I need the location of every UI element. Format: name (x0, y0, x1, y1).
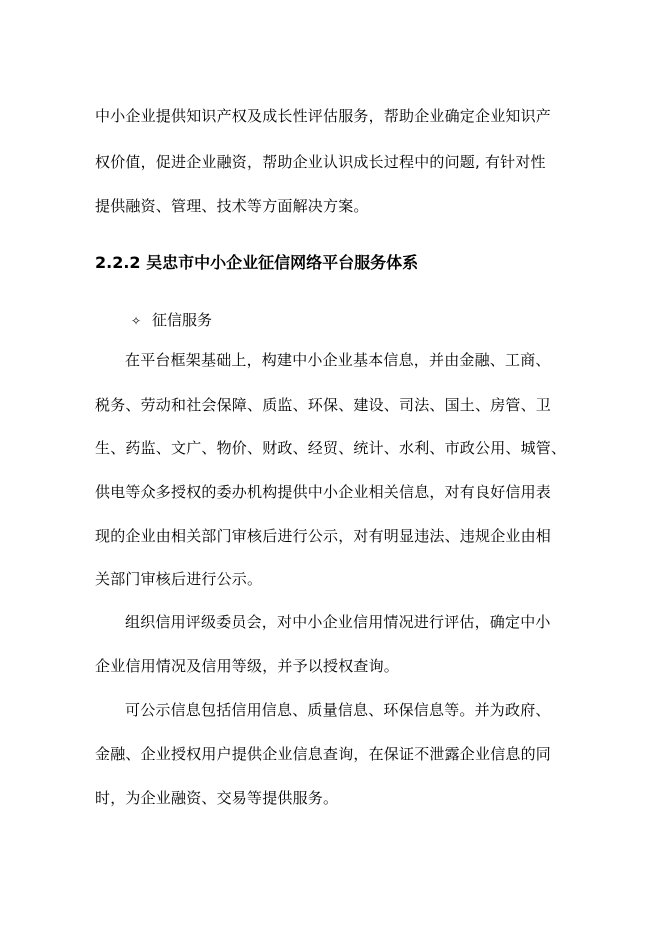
bullet-item-credit-service (130, 310, 212, 331)
section-heading: 2.2.2 吴忠市中小企业征信网络平台服务体系 (95, 253, 419, 272)
paragraph-1-line-6: 关部门审核后进行公示。 (95, 570, 263, 588)
paragraph-1-line-3: 生、药监、文广、物价、财政、经贸、统计、水利、市政公用、城管、 (95, 439, 567, 457)
intro-line-1: 中小企业提供知识产权及成长性评估服务，帮助企业确定企业知识产 (95, 107, 552, 125)
paragraph-1-line-2: 税务、劳动和社会保障、质监、环保、建设、司法、国土、房管、卫 (95, 396, 552, 414)
paragraph-1-line-1: 在平台框架基础上，构建中小企业基本信息，并由金融、工商、 (125, 351, 551, 369)
paragraph-3-line-2: 金融、企业授权用户提供企业信息查询，在保证不泄露企业信息的同 (95, 745, 552, 763)
bullet-label: 征信服务 (152, 311, 213, 329)
paragraph-3-line-3: 时，为企业融资、交易等提供服务。 (95, 789, 339, 807)
intro-line-2: 权价值，促进企业融资，帮助企业认识成长过程中的问题, 有针对性 (95, 153, 546, 171)
paragraph-3-line-1: 可公示信息包括信用信息、质量信息、环保信息等。并为政府、 (125, 701, 551, 719)
intro-line-3: 提供融资、管理、技术等方面解决方案。 (95, 197, 369, 215)
paragraph-2-line-1: 组织信用评级委员会，对中小企业信用情况进行评估，确定中小 (125, 613, 551, 631)
paragraph-2-line-2: 企业信用情况及信用等级，并予以授权查询。 (95, 657, 400, 675)
diamond-outline-icon: ✧ (130, 314, 142, 328)
paragraph-1-line-4: 供电等众多授权的委办机构提供中小企业相关信息，对有良好信用表 (95, 483, 552, 501)
paragraph-1-line-5: 现的企业由相关部门审核后进行公示，对有明显违法、违规企业由相 (95, 527, 552, 545)
